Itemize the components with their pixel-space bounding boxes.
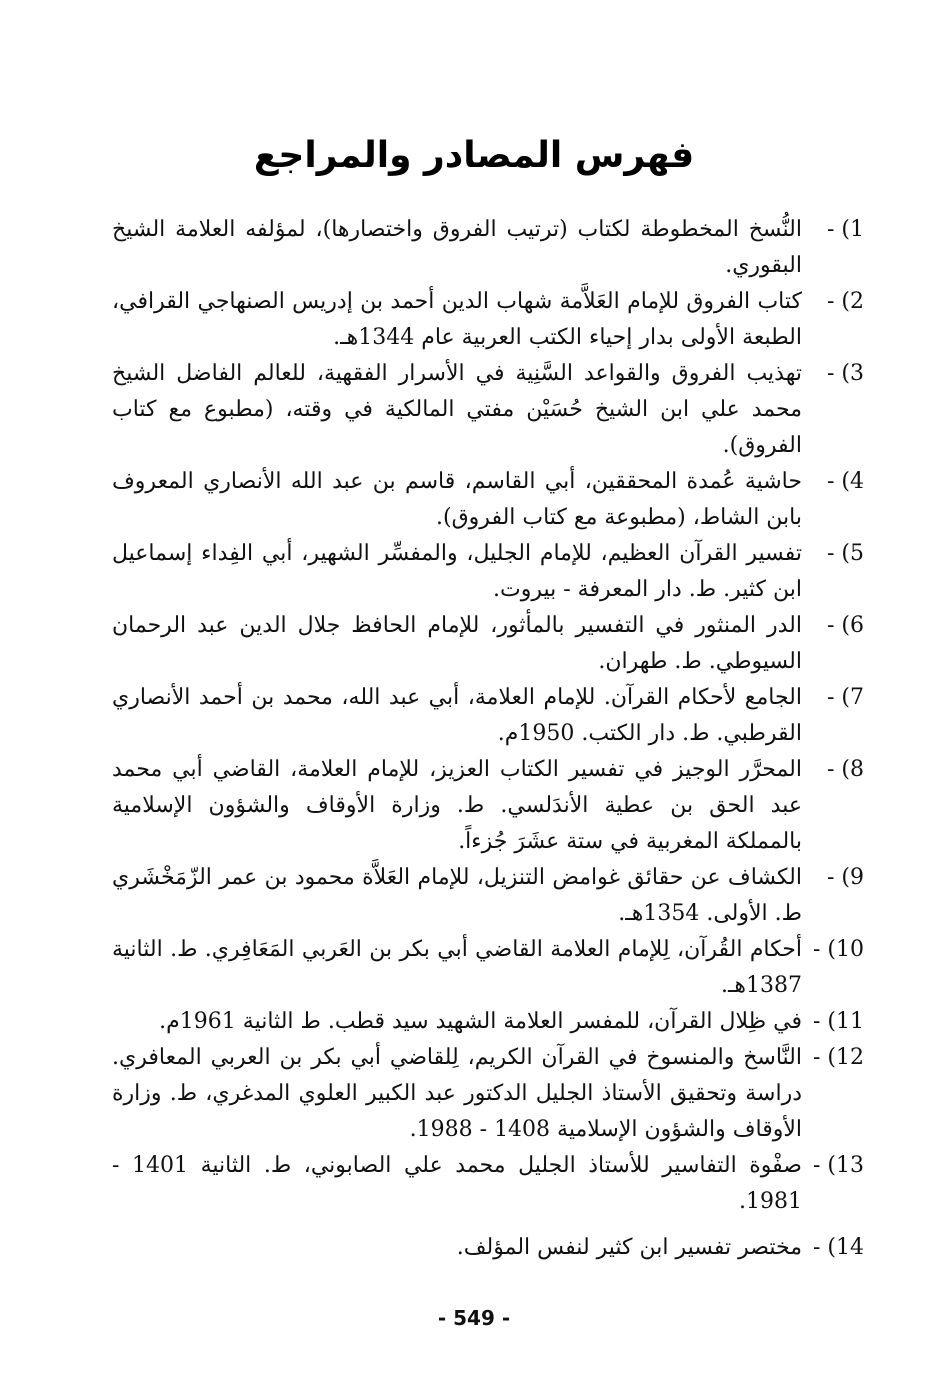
reference-number: 13) - — [812, 1153, 864, 1178]
page-title: فهرس المصادر والمراجع — [253, 135, 695, 176]
reference-number: 6) - — [826, 613, 864, 638]
reference-number: 10) - — [812, 937, 864, 962]
reference-number: 12) - — [812, 1045, 864, 1070]
reference-item-6 — [112, 608, 864, 680]
reference-number: 7) - — [826, 685, 864, 710]
reference-item-14 — [112, 1230, 864, 1266]
reference-item-2 — [112, 284, 864, 356]
reference-text: حاشية عُمدة المحققين، أبي القاسم، قاسم بن عبد الله الأنصاري المعروف بابن الشاط، (مطبوعة مع كتاب الفروق). — [112, 469, 802, 530]
reference-text: تفسير القرآن العظيم، للإمام الجليل، والمفسِّر الشهير، أبي الفِداء إسماعيل ابن كثير. ط. دار المعرفة - بيروت. — [112, 541, 802, 602]
reference-item-11 — [112, 1004, 864, 1040]
reference-text: كتاب الفروق للإمام العَلاَّمة شهاب الدين أحمد بن إدريس الصنهاجي القرافي، الطبعة الأولى بدار إحياء الكتب العربية عام 1344هـ. — [112, 289, 802, 350]
reference-text: في ظِلال القرآن، للمفسر العلامة الشهيد سيد قطب. ط الثانية 1961م. — [159, 1009, 802, 1034]
reference-item-9 — [112, 860, 864, 932]
reference-number: 11) - — [812, 1009, 864, 1034]
reference-text: أحكام القُرآن، لِلإمام العلامة القاضي أبي بكر بن العَربي المَعَافِري. ط. الثانية 1387هـ. — [112, 937, 803, 998]
reference-number: 4) - — [826, 469, 864, 494]
reference-text: المحرَّر الوجيز في تفسير الكتاب العزيز، للإمام العلامة، القاضي أبي محمد عبد الحق بن عطية الأندَلسي. ط. وزارة الأوقاف والشؤون الإسلامية بالمملكة المغربية في ستة عشَرَ جُزءاً. — [112, 757, 802, 854]
reference-item-1 — [112, 212, 864, 284]
reference-text: مختصر تفسير ابن كثير لنفس المؤلف. — [456, 1235, 802, 1260]
reference-item-5 — [112, 536, 864, 608]
reference-item-10 — [112, 932, 864, 1004]
reference-item-3 — [112, 356, 864, 464]
reference-text: تهذيب الفروق والقواعد السَّنِية في الأسرار الفقهية، للعالم الفاضل الشيخ محمد علي ابن الشيخ حُسَيْن مفتي المالكية في وقته، (مطبوع مع كتاب الفروق). — [112, 361, 802, 458]
reference-text: الكشاف عن حقائق غوامض التنزيل، للإمام العَلاَّة محمود بن عمر الزّمَخْشَري ط. الأولى. 1354هـ. — [112, 865, 802, 926]
reference-number: 1) - — [826, 217, 864, 242]
reference-item-4 — [112, 464, 864, 536]
page-number: - 549 - — [437, 1306, 511, 1330]
reference-text: النَّاسخ والمنسوخ في القرآن الكريم، لِلقاضي أبي بكر بن العربي المعافري. دراسة وتحقيق الأستاذ الجليل الدكتور عبد الكبير العلوي المدغري، ط. وزارة الأوقاف والشؤون الإسلامية 1408 - 1988. — [112, 1045, 802, 1142]
reference-text: صفْوة التفاسير للأستاذ الجليل محمد علي الصابوني، ط. الثانية 1401 - 1981. — [112, 1153, 802, 1214]
reference-number: 5) - — [826, 541, 864, 566]
reference-number: 14) - — [812, 1235, 864, 1260]
reference-item-13 — [112, 1148, 864, 1220]
reference-item-7 — [112, 680, 864, 752]
reference-item-8 — [112, 752, 864, 860]
reference-number: 9) - — [826, 865, 864, 890]
reference-item-12 — [112, 1040, 864, 1148]
references-list — [112, 212, 864, 1266]
reference-text: الدر المنثور في التفسير بالمأثور، للإمام الحافظ جلال الدين عبد الرحمان السيوطي. ط. طهران. — [112, 613, 802, 674]
reference-number: 3) - — [826, 361, 864, 386]
reference-number: 2) - — [826, 289, 864, 314]
reference-number: 8) - — [826, 757, 864, 782]
reference-text: النُّسخ المخطوطة لكتاب (ترتيب الفروق واختصارها)، لمؤلفه العلامة الشيخ البقوري. — [112, 217, 802, 278]
reference-text: الجامع لأحكام القرآن. للإمام العلامة، أبي عبد الله، محمد بن أحمد الأنصاري القرطبي. ط. دار الكتب. 1950م. — [112, 685, 802, 746]
